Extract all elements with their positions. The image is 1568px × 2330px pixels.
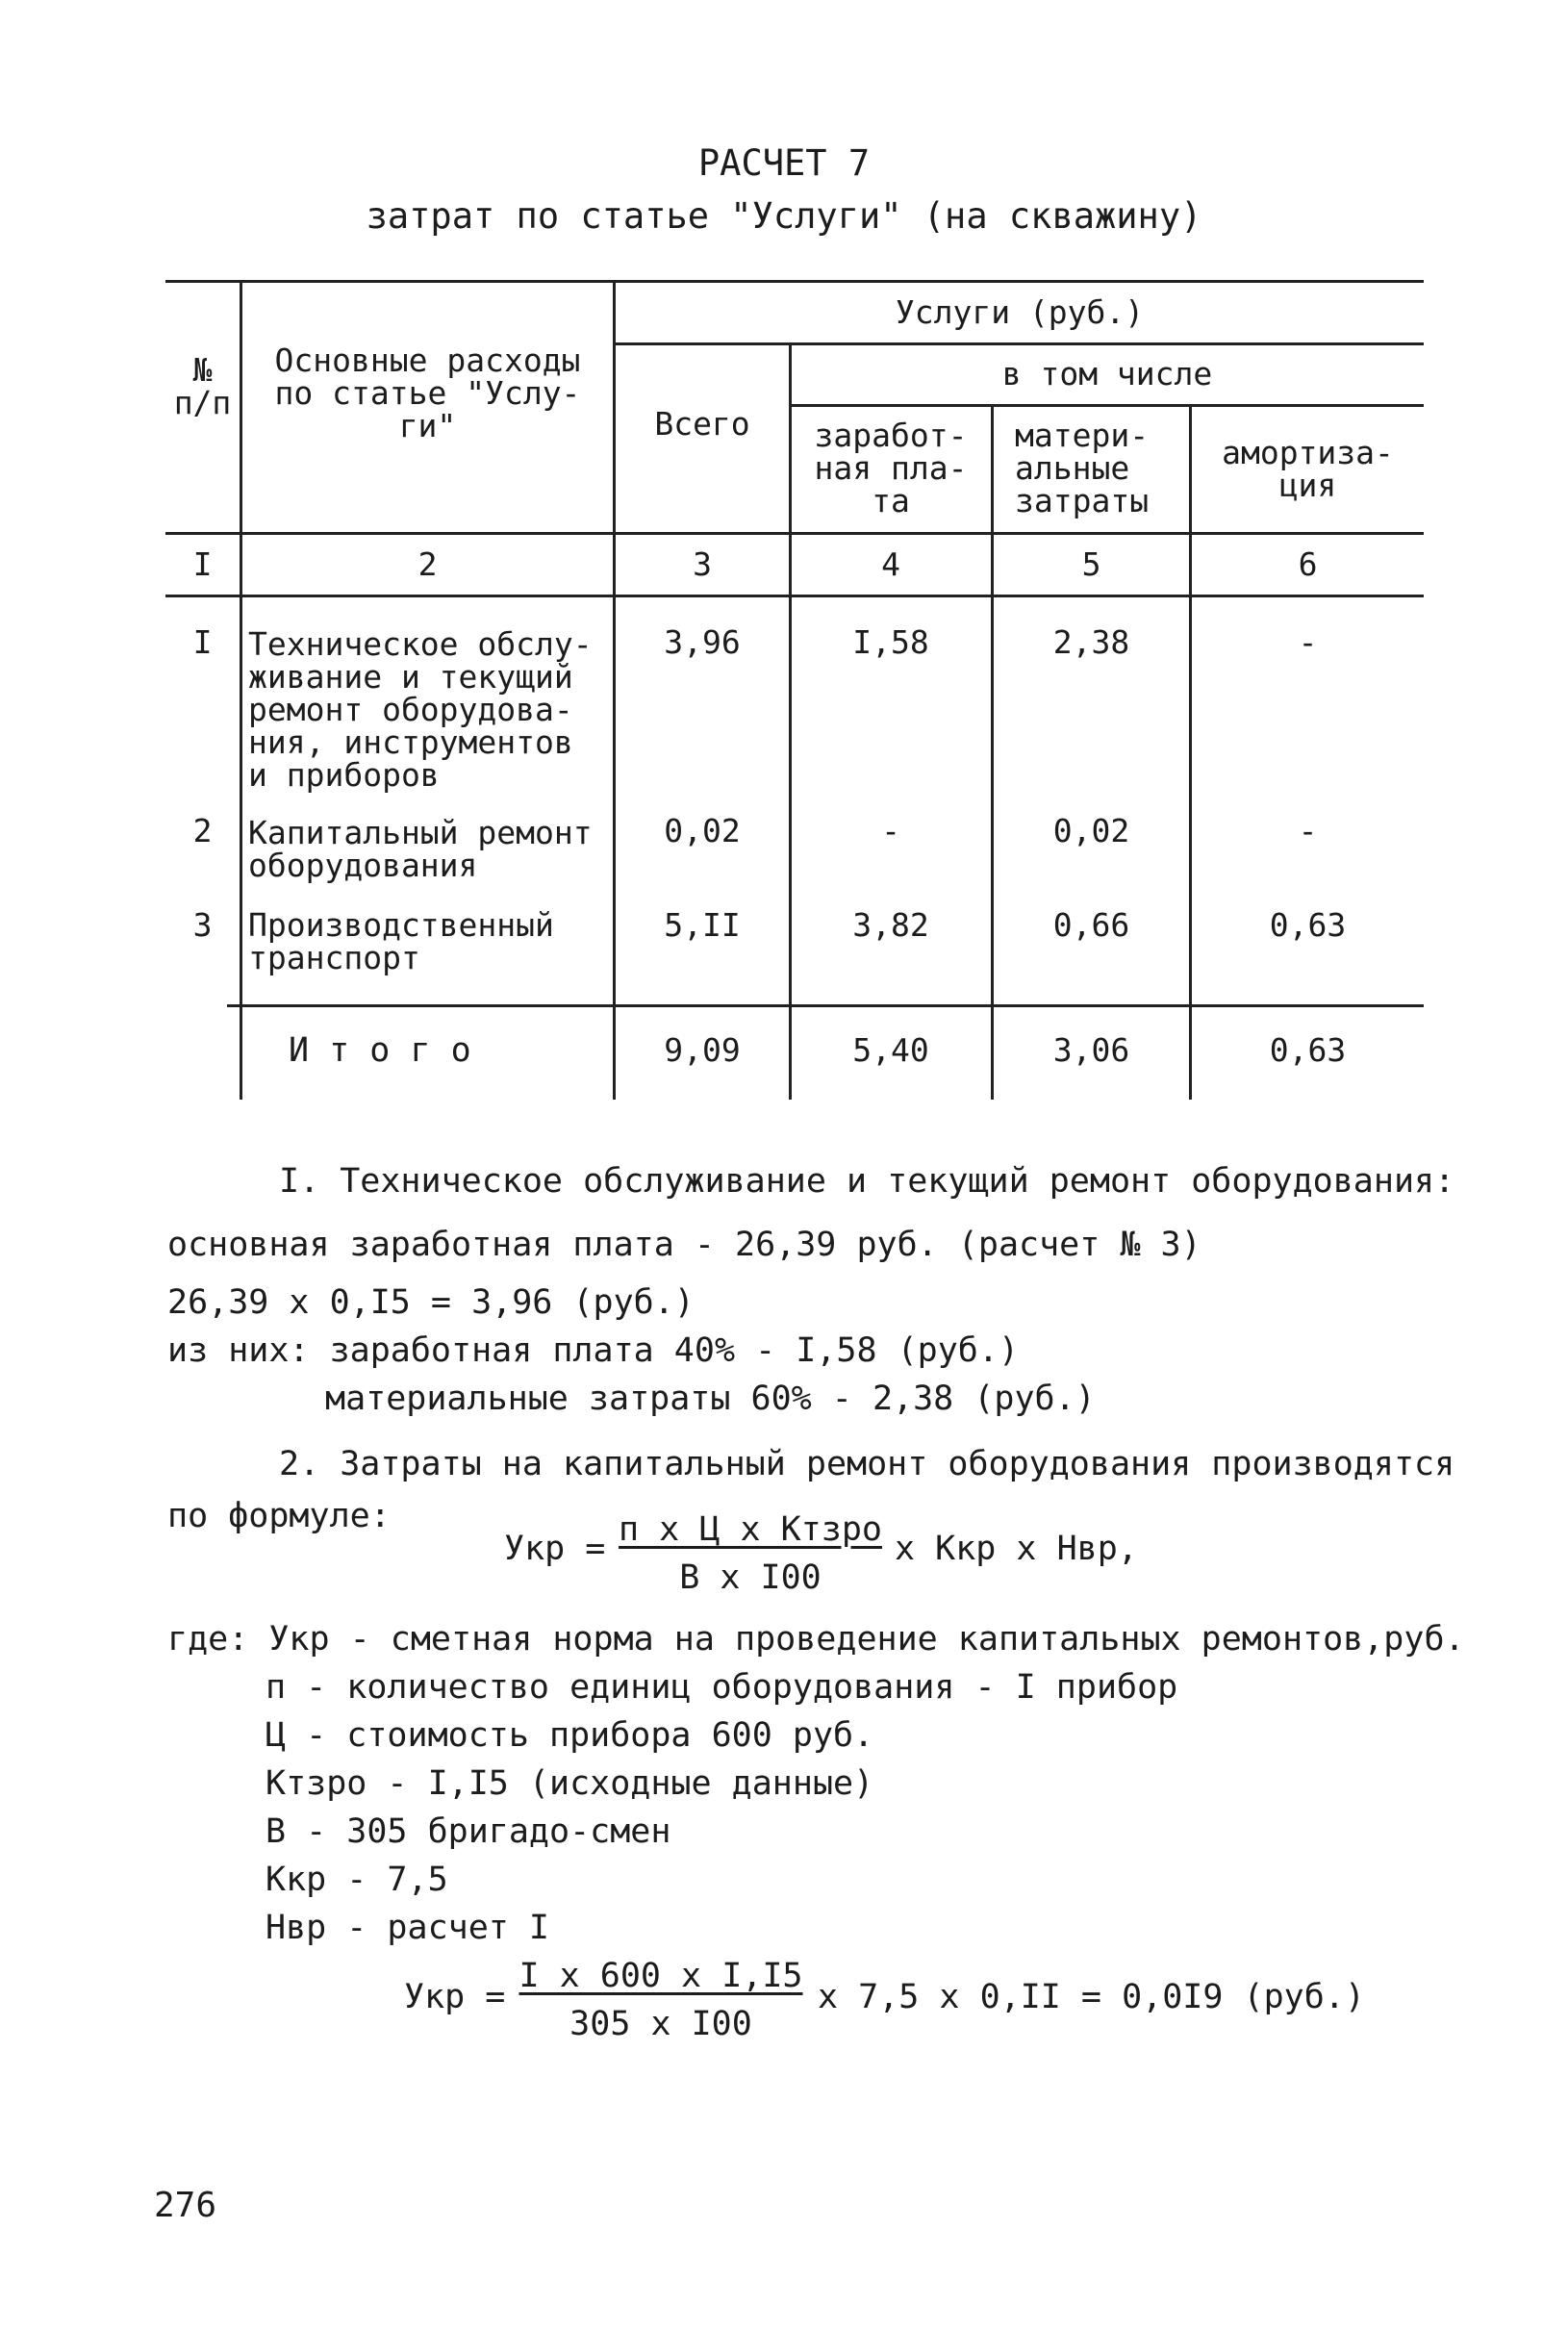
page-number: 276 xyxy=(154,2186,217,2225)
formula1-rhs: x Ккр x Нвр, xyxy=(895,1530,1138,1568)
row-name: Техническое обслу- живание и текущий ремонт оборудова- ния, инструментов и приборов xyxy=(248,625,593,794)
row-salary: - xyxy=(881,812,900,849)
summary-materials: 3,06 xyxy=(1052,1031,1130,1069)
row-num: 2 xyxy=(192,812,213,849)
row-materials: 0,02 xyxy=(1052,812,1130,849)
paragraph-6: 2. Затраты на капитальный ремонт оборудования производятся xyxy=(279,1445,1455,1483)
row-total: 0,02 xyxy=(664,812,741,849)
formula1-numerator: п x Ц x Ктзро xyxy=(619,1510,882,1549)
row-name: Производственный транспорт xyxy=(248,906,554,976)
calc-title: РАСЧЕТ 7 xyxy=(697,142,871,184)
col-number: 2 xyxy=(417,545,438,583)
formula2-fraction xyxy=(512,1957,810,2043)
where-line: Нвр - расчет I xyxy=(266,1909,550,1947)
where-line: В - 305 бригадо-смен xyxy=(266,1812,671,1851)
row-name: Капитальный ремонт оборудования xyxy=(248,814,593,884)
where-line: Ц - стоимость прибора 600 руб. xyxy=(266,1716,874,1755)
header-services: Услуги (руб.) xyxy=(895,293,1145,331)
summary-label: И т о г о xyxy=(289,1031,471,1070)
col-number: 6 xyxy=(1298,545,1318,583)
row-depreciation: - xyxy=(1298,623,1318,661)
formula2-lhs: Укр = xyxy=(404,1978,506,2016)
formula1-fraction xyxy=(616,1510,885,1597)
header-depreciation: амортиза- ция xyxy=(1222,434,1394,504)
paragraph-3: 26,39 x 0,I5 = 3,96 (руб.) xyxy=(167,1283,695,1322)
header-expense: Основные расходы по статье "Услу- ги" xyxy=(274,342,581,444)
formula2-numerator: I x 600 x I,I5 xyxy=(518,1957,803,1995)
col-number: 5 xyxy=(1081,545,1101,583)
header-total: Всего xyxy=(654,405,750,443)
paragraph-7: по формуле: xyxy=(167,1497,391,1535)
row-total: 3,96 xyxy=(664,623,741,661)
formula1-lhs: Укр = xyxy=(504,1530,606,1568)
row-depreciation: - xyxy=(1298,812,1318,849)
summary-salary: 5,40 xyxy=(852,1031,929,1069)
header-including: в том числе xyxy=(1001,355,1213,393)
row-num: I xyxy=(192,623,213,661)
paragraph-1: I. Техническое обслуживание и текущий ремонт оборудования: xyxy=(279,1162,1455,1201)
row-salary: I,58 xyxy=(852,623,929,661)
summary-total: 9,09 xyxy=(664,1031,741,1069)
header-salary: заработ- ная пла- та xyxy=(814,417,968,519)
row-materials: 2,38 xyxy=(1052,623,1130,661)
formula1-denominator: В x I00 xyxy=(679,1558,822,1597)
paragraph-2: основная заработная плата - 26,39 руб. (расчет № 3) xyxy=(167,1226,1201,1264)
row-depreciation: 0,63 xyxy=(1269,906,1347,944)
row-materials: 0,66 xyxy=(1052,906,1130,944)
where-line: Ккр - 7,5 xyxy=(266,1861,448,1899)
formula2-rhs: x 7,5 x 0,II = 0,0I9 (руб.) xyxy=(818,1978,1365,2016)
header-materials: матери- альные затраты xyxy=(1015,417,1150,519)
col-number: 3 xyxy=(693,545,712,583)
calc-subtitle: затрат по статье "Услуги" (на скважину) xyxy=(366,195,1202,237)
row-salary: 3,82 xyxy=(852,906,929,944)
where-line: Ктзро - I,I5 (исходные данные) xyxy=(266,1764,874,1803)
col-number: 4 xyxy=(881,545,900,583)
summary-depreciation: 0,63 xyxy=(1269,1031,1347,1069)
formula2-denominator: 305 x I00 xyxy=(569,2005,752,2043)
row-num: 3 xyxy=(192,906,213,944)
col-number: I xyxy=(192,545,213,583)
paragraph-5: материальные затраты 60% - 2,38 (руб.) xyxy=(325,1380,1096,1418)
where-line: п - количество единиц оборудования - I прибор xyxy=(266,1668,1178,1707)
row-total: 5,II xyxy=(664,906,741,944)
paragraph-4: из них: заработная плата 40% - I,58 (руб.) xyxy=(167,1331,1020,1370)
header-num: № п/п xyxy=(173,351,232,421)
where-line: где: Укр - сметная норма на проведение капитальных ремонтов,руб. xyxy=(167,1620,1465,1659)
